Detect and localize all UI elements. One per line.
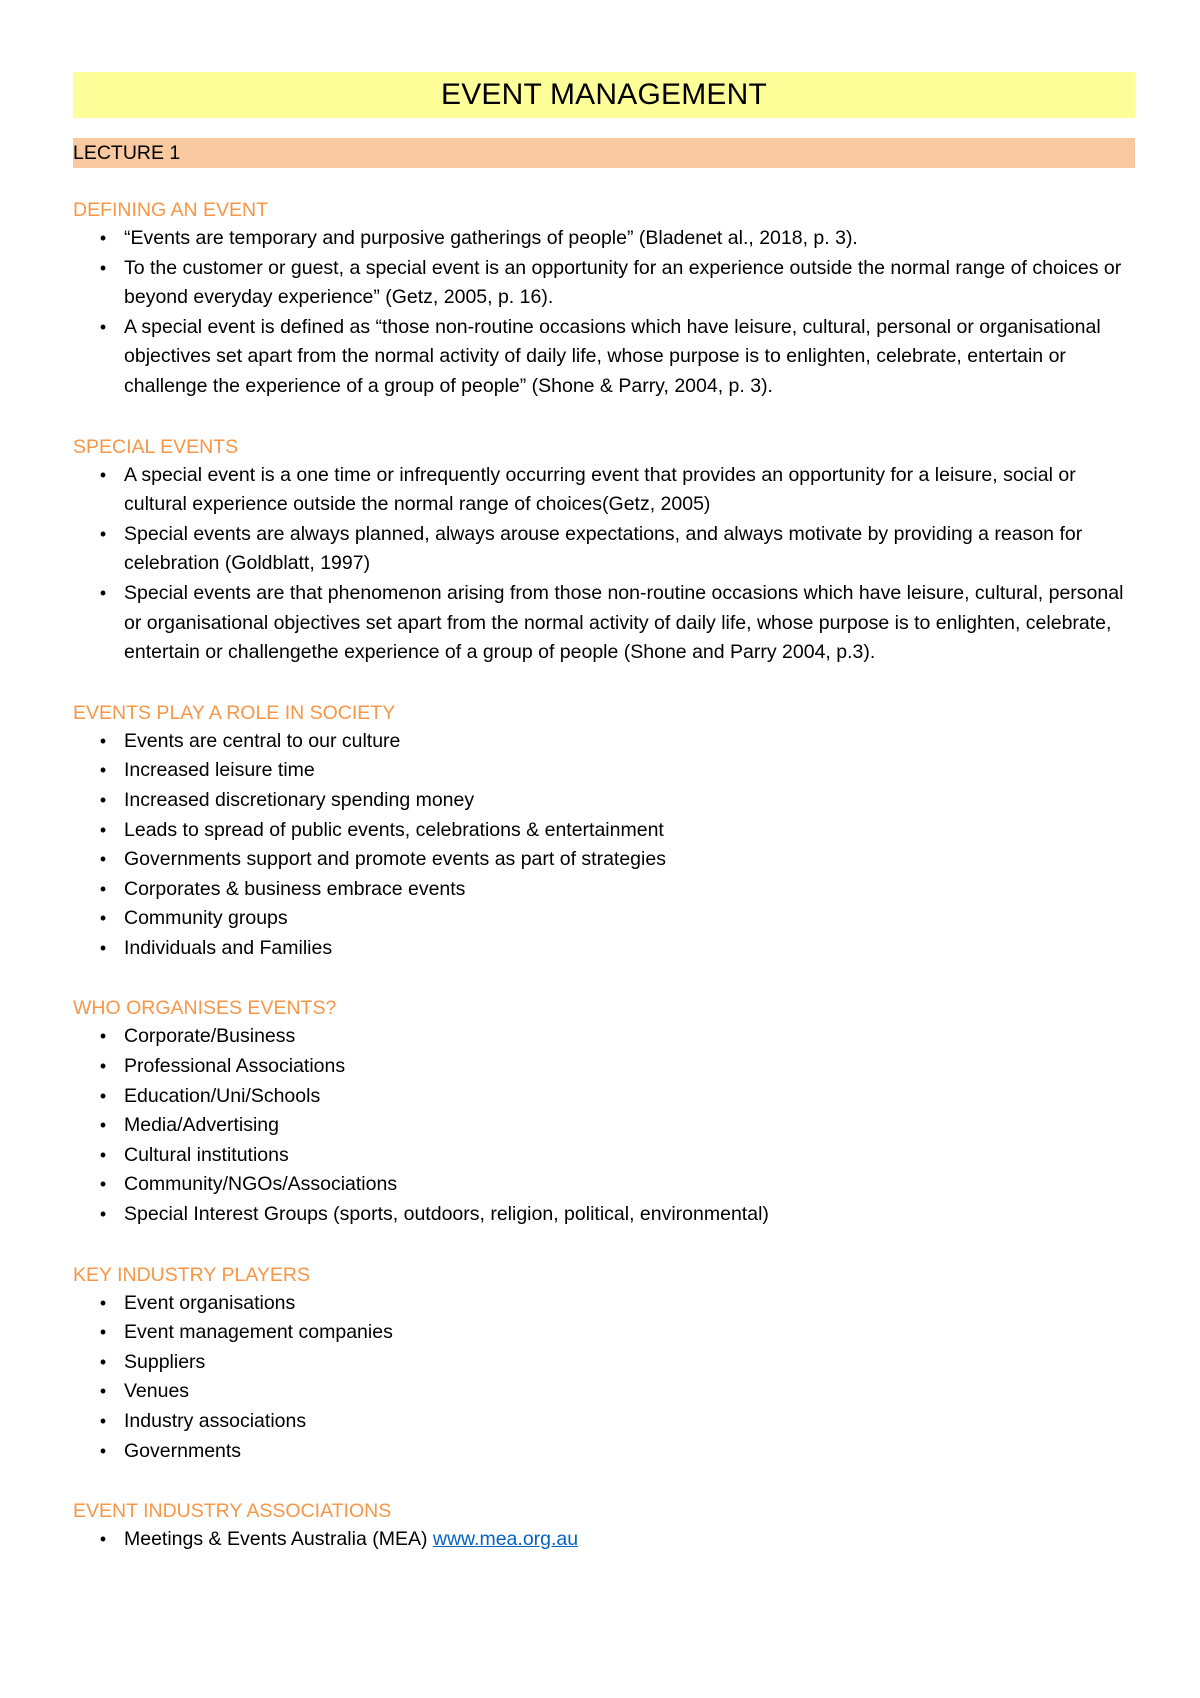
document-title <box>73 72 1135 118</box>
list-item <box>73 313 1135 402</box>
list-item-text: Event management companies <box>124 1321 393 1344</box>
list-item-text: Suppliers <box>124 1350 206 1373</box>
bullet-icon: • <box>99 1440 107 1461</box>
list-item <box>73 254 1135 313</box>
bullet-icon: • <box>99 582 107 603</box>
section <box>73 699 1135 964</box>
bullet-icon: • <box>99 1056 107 1077</box>
list-item <box>73 1141 1135 1171</box>
list-item-text: Leads to spread of public events, celebrations & entertainment <box>124 818 664 841</box>
bullet-icon: • <box>99 789 107 810</box>
list-item <box>73 904 1135 934</box>
bullet-icon: • <box>99 316 107 337</box>
section-heading: EVENTS PLAY A ROLE IN SOCIETY <box>73 701 396 724</box>
lecture-heading-text: LECTURE 1 <box>73 141 181 164</box>
list-item-text: Governments support and promote events as part of strategies <box>124 848 666 871</box>
list-item <box>73 520 1135 579</box>
list-item-text: A special event is defined as “those non-routine occasions which have leisure, cultural, personal or organisational objectives set apart from the normal activity of daily life, whose purpose is to enlighten, celebrate, entertain or challenge the experience of a group of people” (Shone & Parry, 2004, p. 3). <box>124 315 1101 397</box>
section <box>73 994 1135 1229</box>
bullet-icon: • <box>99 228 107 248</box>
bullet-icon: • <box>99 1026 107 1047</box>
list-item <box>73 1377 1135 1407</box>
list-item <box>73 1348 1135 1378</box>
section <box>73 1261 1135 1467</box>
list-item-text: Governments <box>124 1439 242 1462</box>
list-item <box>73 756 1135 786</box>
bullet-icon: • <box>99 1085 107 1106</box>
list-item <box>73 1200 1135 1230</box>
list-item-text: Increased discretionary spending money <box>124 788 475 811</box>
bullet-icon: • <box>99 1351 107 1372</box>
list-item-text: Professional Associations <box>124 1055 346 1078</box>
list-item <box>73 1525 1135 1555</box>
bullet-icon: • <box>99 1322 107 1343</box>
list-item-text: Education/Uni/Schools <box>124 1084 321 1107</box>
bullet-icon: • <box>99 908 107 929</box>
bullet-icon: • <box>99 760 107 781</box>
list-item <box>73 816 1135 846</box>
section <box>73 1497 1135 1555</box>
list-item-text: Corporates & business embrace events <box>124 877 466 900</box>
list-item <box>73 224 1135 254</box>
list-item <box>73 1407 1135 1437</box>
list-item-text: Community groups <box>124 907 288 930</box>
sections-container <box>73 196 1135 1555</box>
list-item-text: Special Interest Groups (sports, outdoors, religion, political, environmental) <box>124 1203 769 1226</box>
list-item-text: Special events are that phenomenon arising from those non-routine occasions which have leisure, cultural, personal or organisational objectives set apart from the normal activity of daily life, whose purpose is to enlighten, celebrate, entertain or challengethe experience of a group of people (Shone and Parry 2004, p.3). <box>124 581 1124 664</box>
bullet-list <box>73 1022 1135 1229</box>
list-item <box>73 1052 1135 1082</box>
list-item-text: Corporate/Business <box>124 1025 296 1048</box>
list-item <box>73 875 1135 905</box>
section-heading: DEFINING AN EVENT <box>73 199 269 221</box>
bullet-icon: • <box>99 1292 107 1313</box>
list-item-text: Community/NGOs/Associations <box>124 1173 398 1196</box>
document-title-text: EVENT MANAGEMENT <box>440 78 768 111</box>
bullet-icon: • <box>99 1381 107 1402</box>
list-item <box>73 1170 1135 1200</box>
section-heading: WHO ORGANISES EVENTS? <box>73 997 337 1020</box>
list-item-text: Increased leisure time <box>124 759 315 782</box>
bullet-icon: • <box>99 257 107 278</box>
section <box>73 433 1135 668</box>
bullet-list <box>73 1289 1135 1467</box>
bullet-icon: • <box>99 878 107 899</box>
bullet-icon: • <box>99 464 107 485</box>
list-item <box>73 845 1135 875</box>
list-item <box>73 1289 1135 1319</box>
list-item-text: Industry associations <box>124 1410 307 1432</box>
bullet-icon: • <box>99 1529 107 1550</box>
bullet-icon: • <box>99 1144 107 1165</box>
section-heading: EVENT INDUSTRY ASSOCIATIONS <box>73 1500 392 1523</box>
lecture-heading <box>73 138 1135 168</box>
website-link[interactable]: www.mea.org.au <box>432 1528 579 1551</box>
document-page <box>73 72 1135 1586</box>
section-heading: KEY INDUSTRY PLAYERS <box>73 1263 310 1286</box>
list-item <box>73 1022 1135 1052</box>
list-item <box>73 579 1135 668</box>
list-item-text: Meetings & Events Australia (MEA) <box>124 1528 428 1551</box>
list-item <box>73 727 1135 757</box>
list-item-text: Events are central to our culture <box>124 729 401 752</box>
bullet-list <box>73 461 1135 668</box>
bullet-icon: • <box>99 937 107 958</box>
list-item-text: Special events are always planned, always arouse expectations, and always motivate by providing a reason for celebration (Goldblatt, 1997) <box>124 522 1083 575</box>
list-item <box>73 934 1135 964</box>
bullet-icon: • <box>99 819 107 840</box>
bullet-icon: • <box>99 1174 107 1195</box>
list-item <box>73 1437 1135 1467</box>
list-item <box>73 1082 1135 1112</box>
list-item-text: “Events are temporary and purposive gatherings of people” (Bladenet al., 2018, p. 3). <box>124 227 858 249</box>
bullet-list <box>73 727 1135 964</box>
list-item-text: To the customer or guest, a special event is an opportunity for an experience outside the normal range of choices or beyond everyday experience” (Getz, 2005, p. 16). <box>124 256 1122 309</box>
bullet-icon: • <box>99 1115 107 1136</box>
list-item-text: Event organisations <box>124 1291 296 1314</box>
bullet-icon: • <box>99 523 107 544</box>
list-item <box>73 1318 1135 1348</box>
bullet-list <box>73 1525 1135 1555</box>
list-item-text: Media/Advertising <box>124 1114 279 1137</box>
bullet-icon: • <box>99 1411 107 1431</box>
section <box>73 196 1135 402</box>
bullet-list <box>73 224 1135 402</box>
list-item-text: Cultural institutions <box>124 1143 289 1166</box>
list-item-text: Venues <box>124 1380 190 1403</box>
list-item-text: Individuals and Families <box>124 936 333 959</box>
bullet-icon: • <box>99 849 107 870</box>
list-item <box>73 786 1135 816</box>
list-item-text: A special event is a one time or infrequently occurring event that provides an opportunity for a leisure, social or cultural experience outside the normal range of choices(Getz, 2005) <box>124 463 1076 516</box>
section-heading: SPECIAL EVENTS <box>73 435 239 458</box>
bullet-icon: • <box>99 730 107 751</box>
list-item <box>73 461 1135 520</box>
bullet-icon: • <box>99 1204 107 1225</box>
list-item <box>73 1111 1135 1141</box>
